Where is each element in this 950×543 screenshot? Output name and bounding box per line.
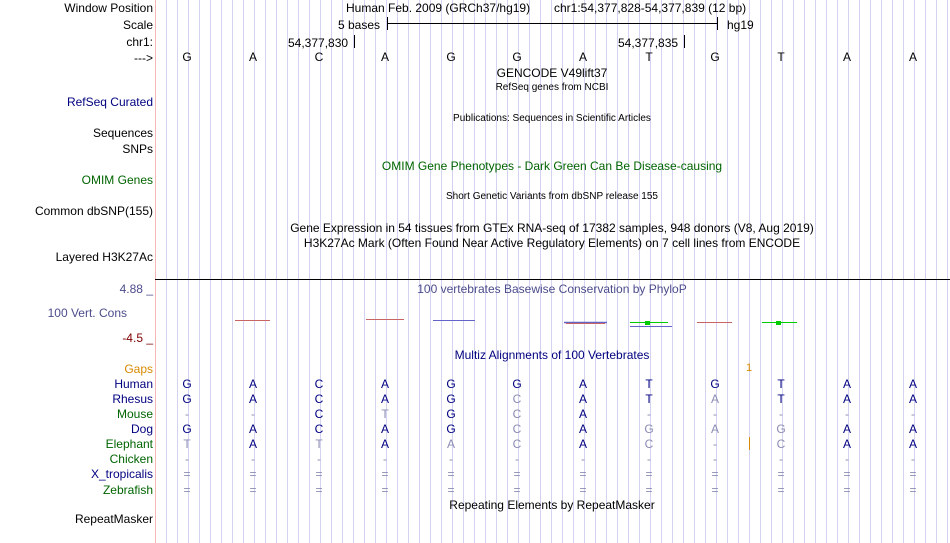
species-label-elephant[interactable]: Elephant [105,437,153,451]
alignment-base: A [842,377,851,391]
grid-line [265,0,266,543]
alignment-base: G [710,377,720,391]
grid-line [639,0,640,543]
alignment-base: - [251,452,255,466]
grid-line [210,0,211,543]
window-position-label: Window Position [64,1,153,15]
grid-line [705,0,706,543]
dna-base: G [446,50,456,64]
alignment-base: - [779,407,783,421]
alignment-base: A [908,392,917,406]
grid-line [408,0,409,543]
grid-line [628,0,629,543]
alignment-base: A [578,377,587,391]
scale-right-cap [717,17,718,30]
alignment-base: - [647,407,651,421]
alignment-base: = [909,467,917,481]
scale-bar [387,23,718,24]
alignment-base: A [578,407,587,421]
gtex-title[interactable]: Gene Expression in 54 tissues from GTEx RNA-seq of 17382 samples, 948 donors (V8, Aug 2019) [290,221,814,235]
alignment-base: - [845,407,849,421]
gap-marker: 1 [746,362,753,374]
alignment-base: T [315,437,323,451]
grid-line [837,0,838,543]
alignment-base: - [779,452,783,466]
grid-line [947,0,948,543]
grid-line [749,0,750,543]
strand-label[interactable]: ---> [134,51,153,65]
alignment-base: A [446,437,455,451]
refseq-curated-label[interactable]: RefSeq Curated [66,95,153,109]
dna-base: A [380,50,389,64]
dna-base: G [710,50,720,64]
alignment-base: T [777,377,785,391]
dna-base: T [777,50,785,64]
alignment-base: A [578,437,587,451]
alignment-base: - [317,452,321,466]
scale-text: 5 bases [338,18,381,32]
dna-base: A [248,50,257,64]
coordinate-1-tick [354,35,355,48]
alignment-base: - [185,407,189,421]
grid-line [793,0,794,543]
alignment-base: - [845,452,849,466]
repeatmasker-title[interactable]: Repeating Elements by RepeatMasker [449,498,655,512]
grid-line [232,0,233,543]
gap-insert-marker [749,437,750,450]
alignment-base: - [515,452,519,466]
phylop-graph [0,300,950,340]
grid-line [826,0,827,543]
alignment-base: T [183,437,191,451]
alignment-base: T [645,377,653,391]
alignment-base: - [713,452,717,466]
gencode-title[interactable]: GENCODE V49lift37 [496,66,608,80]
grid-line [276,0,277,543]
dna-base: A [578,50,587,64]
gaps-label[interactable]: Gaps [124,362,153,376]
grid-line [694,0,695,543]
grid-line [441,0,442,543]
alignment-base: C [512,437,522,451]
alignment-base: - [713,407,717,421]
species-label-mouse[interactable]: Mouse [116,407,153,421]
grid-line [617,0,618,543]
coordinate-2: 54,377,835 [618,36,679,50]
alignment-base: G [446,407,456,421]
alignment-base: - [713,437,717,451]
scale-label: Scale [122,18,153,32]
alignment-base: = [843,483,851,497]
species-label-rhesus[interactable]: Rhesus [112,392,153,406]
alignment-base: = [513,467,521,481]
sequences-label[interactable]: Sequences [92,126,153,140]
grid-line [199,0,200,543]
alignment-base: G [446,377,456,391]
alignment-base: C [644,437,654,451]
alignment-base: - [383,452,387,466]
alignment-base: A [710,392,719,406]
multiz-title[interactable]: Multiz Alignments of 100 Vertebrates [454,348,650,362]
vert-cons-label[interactable]: 100 Vert. Cons [47,306,127,320]
grid-line [870,0,871,543]
grid-line [397,0,398,543]
chromosome-label: chr1: [126,35,153,49]
alignment-base: C [512,392,522,406]
coordinate-1: 54,377,830 [288,36,349,50]
alignment-base: = [381,467,389,481]
alignment-base: T [645,392,653,406]
alignment-base: = [315,483,323,497]
grid-line [771,0,772,543]
dna-base: A [842,50,851,64]
species-label-human[interactable]: Human [114,377,153,391]
alignment-base: C [314,392,324,406]
grid-line [903,0,904,543]
grid-line [298,0,299,543]
label-divider [155,0,156,543]
alignment-base: G [512,377,522,391]
alignment-base: = [183,483,191,497]
alignment-base: = [183,467,191,481]
alignment-base: A [248,437,257,451]
layered-h3k27ac-label[interactable]: Layered H3K27Ac [55,250,153,264]
grid-line [936,0,937,543]
dna-base: T [645,50,653,64]
assembly-title: Human Feb. 2009 (GRCh37/hg19) [346,1,531,15]
alignment-base: G [644,422,654,436]
alignment-base: = [777,467,785,481]
scale-db: hg19 [727,18,754,32]
grid-line [925,0,926,543]
grid-line [309,0,310,543]
species-label-zebrafish[interactable]: Zebrafish [102,483,153,497]
alignment-base: = [513,483,521,497]
grid-line [353,0,354,543]
alignment-base: = [381,483,389,497]
alignment-base: = [447,483,455,497]
grid-line [221,0,222,543]
grid-line [177,0,178,543]
position-text: chr1:54,377,828-54,377,839 (12 bp) [554,1,747,15]
grid-line [243,0,244,543]
dna-base: C [314,50,324,64]
alignment-base: - [251,407,255,421]
grid-line [364,0,365,543]
dna-base: A [908,50,917,64]
grid-line [683,0,684,543]
grid-line [342,0,343,543]
alignment-base: - [647,452,651,466]
alignment-base: G [776,422,786,436]
alignment-base: A [380,377,389,391]
alignment-base: C [512,407,522,421]
alignment-base: - [911,452,915,466]
snps-label[interactable]: SNPs [122,142,153,156]
grid-line [859,0,860,543]
alignment-base: T [777,392,785,406]
alignment-base: G [182,392,192,406]
grid-line [419,0,420,543]
alignment-base: = [711,467,719,481]
alignment-base: = [579,483,587,497]
phylop-min-label: -4.5 _ [122,331,153,345]
coordinate-2-tick [684,35,685,48]
omim-genes-label[interactable]: OMIM Genes [81,173,153,187]
grid-line [760,0,761,543]
alignment-base: C [776,437,786,451]
dbsnp-title[interactable]: Short Genetic Variants from dbSNP release 155 [446,191,658,202]
alignment-base: = [315,467,323,481]
alignment-base: G [182,377,192,391]
refseq-subtitle[interactable]: RefSeq genes from NCBI [495,82,609,93]
alignment-base: G [446,422,456,436]
alignment-base: = [645,467,653,481]
alignment-base: = [645,483,653,497]
alignment-base: A [380,392,389,406]
alignment-base: = [579,467,587,481]
grid-line [166,0,167,543]
grid-line [661,0,662,543]
alignment-base: C [314,377,324,391]
alignment-base: C [314,422,324,436]
species-label-dog[interactable]: Dog [130,422,153,436]
alignment-base: A [908,437,917,451]
alignment-base: C [314,407,324,421]
species-label-chicken[interactable]: Chicken [109,452,153,466]
alignment-base: A [842,422,851,436]
alignment-base: = [249,483,257,497]
grid-line [892,0,893,543]
alignment-base: = [777,483,785,497]
grid-line [485,0,486,543]
phylop-title[interactable]: 100 vertebrates Basewise Conservation by PhyloP [417,282,687,296]
phylop-mark-7 [645,321,650,325]
publications-title[interactable]: Publications: Sequences in Scientific Articles [453,113,651,124]
grid-line [463,0,464,543]
grid-line [815,0,816,543]
phylop-max-label: 4.88 _ [119,282,153,296]
grid-line [738,0,739,543]
alignment-base: - [911,407,915,421]
alignment-base: A [380,437,389,451]
species-label-x-tropicalis[interactable]: X_tropicalis [90,467,153,481]
grid-line [375,0,376,543]
h3k27ac-title[interactable]: H3K27Ac Mark (Often Found Near Active Regulatory Elements) on 7 cell lines from ENCODE [303,236,801,250]
alignment-base: A [578,422,587,436]
alignment-base: A [248,422,257,436]
alignment-base: = [447,467,455,481]
dna-base: G [182,50,192,64]
repeatmasker-label[interactable]: RepeatMasker [74,512,153,526]
alignment-base: - [185,452,189,466]
alignment-base: = [249,467,257,481]
alignment-base: A [248,377,257,391]
alignment-base: A [380,422,389,436]
dna-base: G [512,50,522,64]
alignment-base: A [710,422,719,436]
alignment-base: A [908,377,917,391]
grid-line [331,0,332,543]
grid-line [804,0,805,543]
alignment-base: G [446,392,456,406]
alignment-base: T [381,407,389,421]
track-separator [155,279,950,280]
alignment-base: - [581,452,585,466]
alignment-base: - [449,452,453,466]
alignment-base: G [182,422,192,436]
grid-line [727,0,728,543]
omim-title[interactable]: OMIM Gene Phenotypes - Dark Green Can Be Disease-causing [381,159,723,173]
grid-line [287,0,288,543]
alignment-base: = [711,483,719,497]
grid-line [430,0,431,543]
alignment-base: A [842,437,851,451]
alignment-base: C [512,422,522,436]
grid-line [881,0,882,543]
alignment-base: A [908,422,917,436]
phylop-mark-11 [776,321,781,325]
alignment-base: A [578,392,587,406]
alignment-base: A [842,392,851,406]
alignment-base: = [909,483,917,497]
alignment-base: = [843,467,851,481]
grid-line [474,0,475,543]
common-dbsnp-label[interactable]: Common dbSNP(155) [34,204,153,218]
alignment-base: A [248,392,257,406]
grid-line [672,0,673,543]
